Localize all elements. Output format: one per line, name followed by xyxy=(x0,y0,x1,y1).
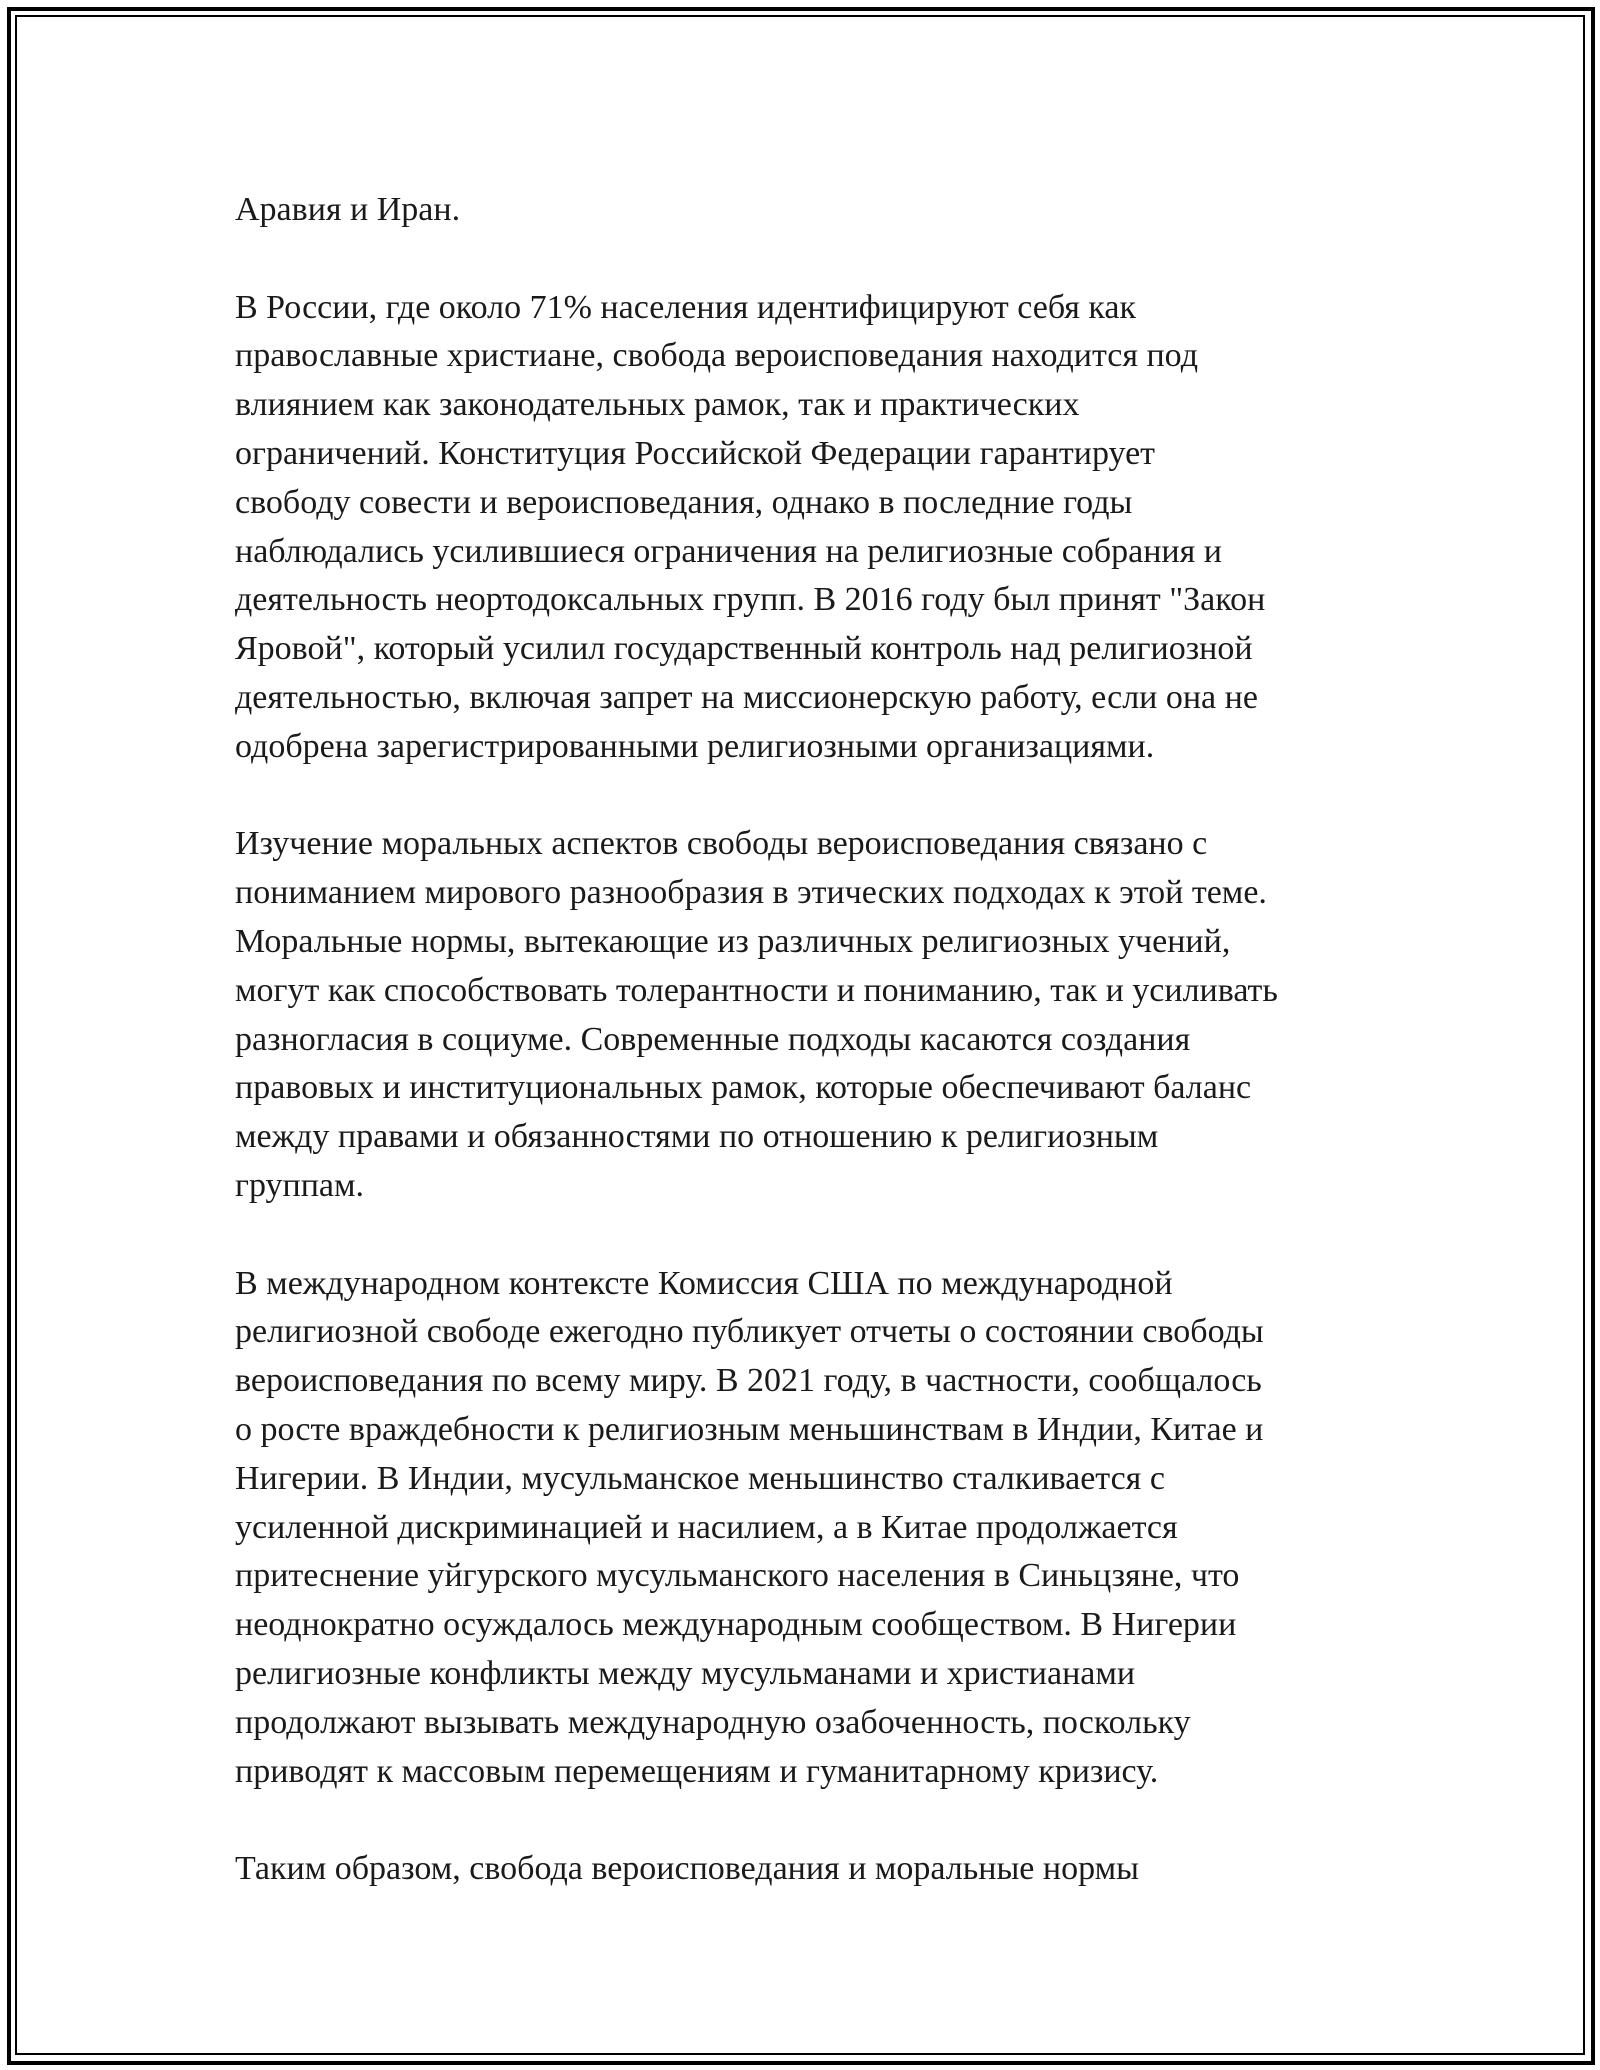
text-line: деятельность неортодоксальных групп. В 2016 году был принят "Закон xyxy=(235,581,1266,619)
text-line: Нигерии. В Индии, мусульманское меньшинство сталкивается с xyxy=(235,1459,1165,1497)
text-line: религиозные конфликты между мусульманами и христианами xyxy=(235,1654,1136,1692)
text-line: Яровой", который усилил государственный контроль над религиозной xyxy=(235,630,1253,668)
paragraph xyxy=(235,1260,1365,1797)
text-line: В международном контексте Комиссия США по международной xyxy=(235,1264,1173,1302)
paragraph xyxy=(235,186,1365,235)
text-line: между правами и обязанностями по отношению к религиозным xyxy=(235,1118,1159,1156)
text-line: неоднократно осуждалось международным сообществом. В Нигерии xyxy=(235,1606,1237,1644)
text-line: группам. xyxy=(235,1166,364,1204)
text-line: православные христиане, свобода вероисповедания находится под xyxy=(235,337,1198,375)
paragraph xyxy=(235,1845,1365,1894)
document-body xyxy=(235,186,1365,1943)
text-line: В России, где около 71% населения идентифицируют себя как xyxy=(235,288,1137,326)
text-line: пониманием мирового разнообразия в этических подходах к этой теме. xyxy=(235,874,1267,912)
text-line: ограничений. Конституция Российской Федерации гарантирует xyxy=(235,434,1156,472)
text-line: Изучение моральных аспектов свободы вероисповедания связано с xyxy=(235,825,1208,863)
text-line: вероисповедания по всему миру. В 2021 году, в частности, сообщалось xyxy=(235,1362,1262,1400)
text-line: влиянием как законодательных рамок, так и практических xyxy=(235,386,1080,424)
text-line: продолжают вызывать международную озабоченность, поскольку xyxy=(235,1703,1191,1741)
text-line: могут как способствовать толерантности и пониманию, так и усиливать xyxy=(235,971,1278,1009)
text-line: о росте враждебности к религиозным меньшинствам в Индии, Китае и xyxy=(235,1410,1264,1448)
paragraph xyxy=(235,284,1365,772)
text-line: разногласия в социуме. Современные подходы касаются создания xyxy=(235,1020,1191,1058)
text-line: Таким образом, свобода вероисповедания и моральные нормы xyxy=(235,1850,1139,1888)
text-line: деятельностью, включая запрет на миссионерскую работу, если она не xyxy=(235,678,1258,716)
text-line: свободу совести и вероисповедания, однако в последние годы xyxy=(235,483,1133,521)
text-line: Аравия и Иран. xyxy=(235,191,461,228)
text-line: притеснение уйгурского мусульманского населения в Синьцзяне, что xyxy=(235,1557,1240,1595)
paragraph xyxy=(235,820,1365,1210)
text-line: религиозной свободе ежегодно публикует отчеты о состоянии свободы xyxy=(235,1313,1264,1351)
text-line: усиленной дискриминацией и насилием, а в Китае продолжается xyxy=(235,1508,1178,1546)
text-line: Моральные нормы, вытекающие из различных религиозных учений, xyxy=(235,922,1231,960)
text-line: одобрена зарегистрированными религиозными организациями. xyxy=(235,727,1155,765)
text-line: приводят к массовым перемещениям и гуманитарному кризису. xyxy=(235,1752,1159,1790)
text-line: правовых и институциональных рамок, которые обеспечивают баланс xyxy=(235,1069,1252,1107)
text-line: наблюдались усилившиеся ограничения на религиозные собрания и xyxy=(235,532,1222,570)
